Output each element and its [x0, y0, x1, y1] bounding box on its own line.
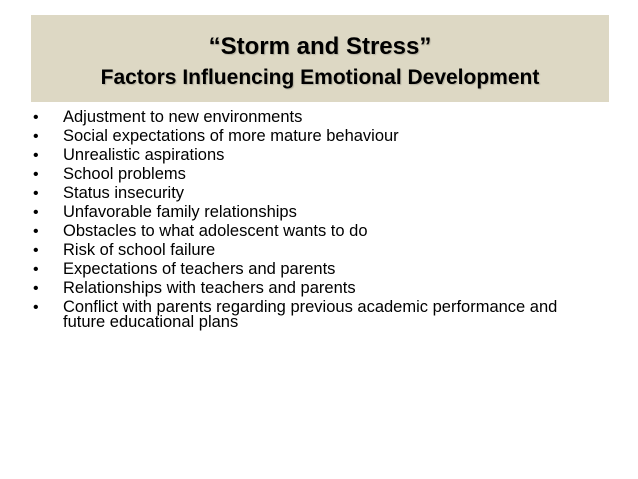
bullet-icon: •	[33, 299, 39, 316]
bullet-icon: •	[33, 280, 39, 297]
bullet-item	[33, 203, 603, 222]
bullet-icon: •	[33, 128, 39, 145]
bullet-item	[33, 279, 603, 298]
bullet-item	[33, 298, 603, 330]
bullet-text: Expectations of teachers and parents	[63, 260, 336, 278]
bullet-text: Status insecurity	[63, 184, 185, 202]
bullet-icon: •	[33, 166, 39, 183]
bullet-item	[33, 260, 603, 279]
bullet-text: Social expectations of more mature behaviour	[63, 127, 399, 145]
bullet-text: Adjustment to new environments	[63, 108, 303, 126]
bullet-icon: •	[33, 223, 39, 240]
bullet-item	[33, 241, 603, 260]
bullet-item	[33, 222, 603, 241]
bullet-text: School problems	[63, 165, 186, 183]
title-band	[31, 15, 609, 102]
bullet-icon: •	[33, 109, 39, 126]
bullet-icon: •	[33, 242, 39, 259]
bullet-item	[33, 108, 603, 127]
bullet-text: Conflict with parents regarding previous academic performance and future educational plans	[63, 298, 558, 331]
bullet-item	[33, 165, 603, 184]
bullet-icon: •	[33, 185, 39, 202]
bullet-text: Unrealistic aspirations	[63, 146, 225, 164]
bullet-item	[33, 127, 603, 146]
bullet-item	[33, 184, 603, 203]
bullet-item	[33, 146, 603, 165]
bullet-icon: •	[33, 147, 39, 164]
bullet-text: Unfavorable family relationships	[63, 203, 297, 221]
bullet-icon: •	[33, 261, 39, 278]
bullet-icon: •	[33, 204, 39, 221]
slide-title: “Storm and Stress”	[208, 33, 432, 60]
bullet-text: Risk of school failure	[63, 241, 216, 259]
bullet-text: Relationships with teachers and parents	[63, 279, 356, 297]
bullet-text: Obstacles to what adolescent wants to do	[63, 222, 368, 240]
slide-subtitle: Factors Influencing Emotional Development	[100, 66, 540, 89]
bullet-list	[33, 108, 603, 330]
